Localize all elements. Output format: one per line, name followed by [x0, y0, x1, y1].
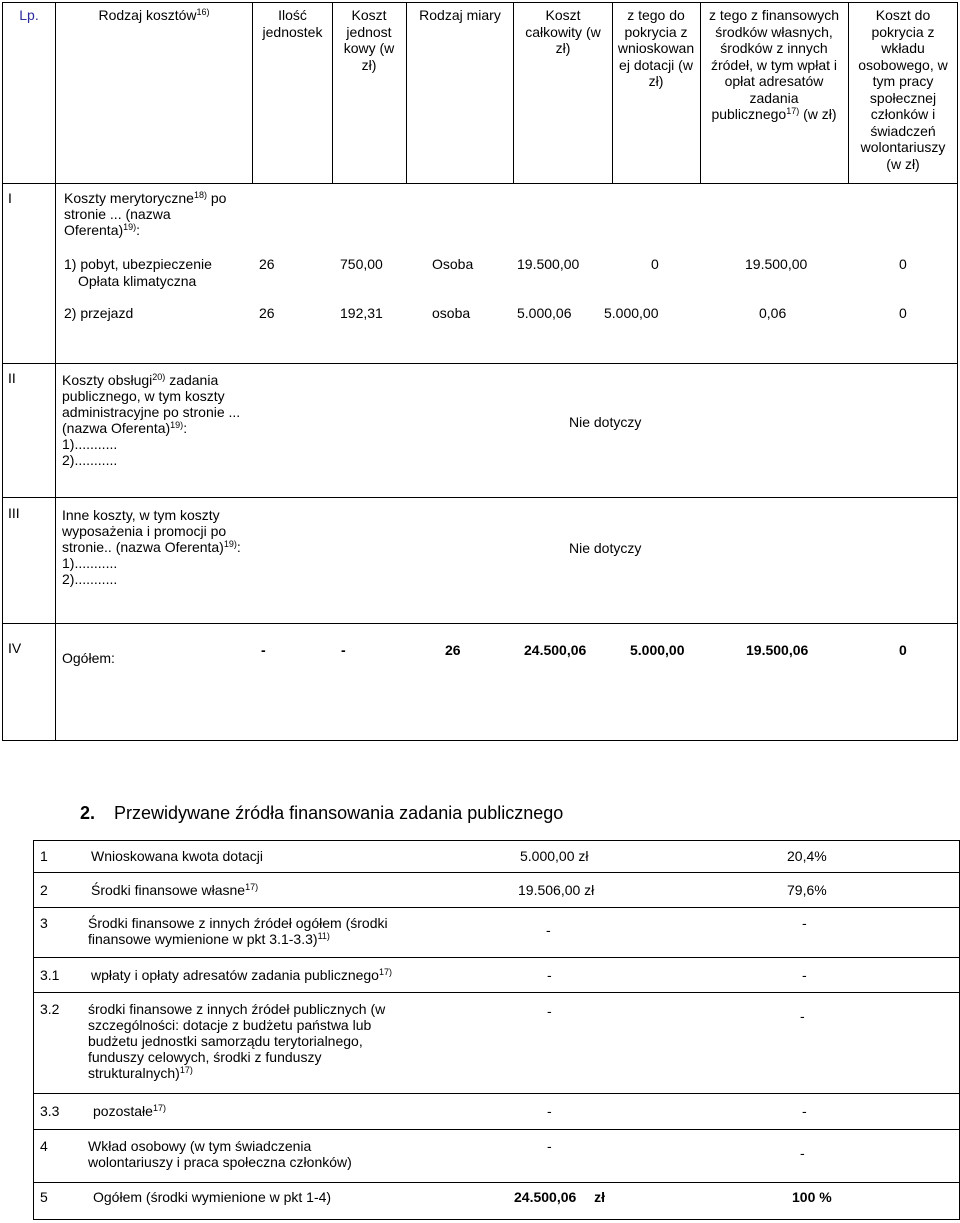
source-3-1-label: wpłaty i opłaty adresatów zadania publicznego$^{17)}$	[91, 967, 392, 983]
section-1-number: I	[8, 190, 12, 206]
source-5-amount: 24.500,06 zł	[514, 1189, 606, 1205]
row-1-name: 1) pobyt, ubezpieczenie	[64, 256, 212, 272]
row-1-personal: 0	[899, 256, 907, 272]
row-2-total: 5.000,06	[517, 305, 572, 321]
header-koszt-calkowity: Koszt całkowity (w zł)	[525, 7, 601, 56]
section-3-number: III	[8, 505, 20, 521]
header-osobowy: Koszt do pokrycia z wkładu osobowego, w tym pracy społecznej członków i świadczeń wolontariuszy (w zł)	[858, 7, 948, 172]
row-2-unit-cost: 192,31	[340, 305, 383, 321]
source-2-amount: 19.506,00 zł	[518, 882, 595, 898]
source-1-num: 1	[40, 848, 48, 864]
row-2-own: 0,06	[759, 305, 787, 321]
source-3-percent: -	[802, 915, 807, 931]
section-4-number: IV	[8, 640, 22, 656]
row-1-grant: 0	[651, 256, 659, 272]
total-grant: 5.000,00	[630, 642, 685, 658]
total-amount: 24.500,06	[524, 642, 587, 658]
row-1-unit-cost: 750,00	[340, 256, 383, 272]
row-1-qty: 26	[259, 256, 275, 272]
header-rodzaj-miary: Rodzaj miary	[419, 7, 501, 23]
row-1-unit: Osoba	[432, 256, 474, 272]
source-3-2-amount: -	[547, 1003, 552, 1019]
header-rodzaj: Rodzaj kosztów$^{16)}$	[98, 7, 210, 23]
source-1-amount: 5.000,00 zł	[520, 848, 589, 864]
section-3-title: Inne koszty, w tym koszty wyposażenia i promocji po stronie.. (nazwa Oferenta)$^{19)}$: 1)........... 2)...........	[62, 507, 241, 587]
header-ilosc: Ilość jednostek	[262, 7, 323, 40]
source-1-percent: 20,4%	[787, 848, 827, 864]
row-1-total: 19.500,00	[517, 256, 580, 272]
section-2-note: Nie dotyczy	[569, 414, 642, 430]
source-2-num: 2	[40, 882, 48, 898]
source-3-3-num: 3.3	[40, 1103, 60, 1119]
source-2-percent: 79,6%	[787, 882, 827, 898]
source-3-3-label: pozostałe$^{17)}$	[93, 1103, 166, 1119]
row-1-subname: Opłata klimatyczna	[78, 273, 197, 289]
header-koszt-jednostkowy: Koszt jednost kowy (w zł)	[343, 7, 395, 73]
total-own: 19.500,06	[746, 642, 809, 658]
total-label: Ogółem:	[62, 650, 115, 666]
header-lp: Lp.	[19, 7, 39, 23]
total-personal: 0	[899, 642, 907, 658]
sources-heading: 2. Przewidywane źródła finansowania zadania publicznego	[80, 803, 564, 823]
source-3-2-percent: -	[800, 1008, 805, 1024]
source-4-label: Wkład osobowy (w tym świadczenia wolontariuszy i praca społeczna członków)	[88, 1138, 352, 1170]
source-5-percent: 100 %	[792, 1189, 832, 1205]
section-1-title: Koszty merytoryczne$^{18)}$ po stronie ... (nazwa Oferenta)$^{19)}$:	[64, 190, 227, 238]
source-3-3-percent: -	[802, 1103, 807, 1119]
source-4-num: 4	[40, 1138, 48, 1154]
source-3-1-num: 3.1	[40, 967, 60, 983]
section-2-title: Koszty obsługi$^{20)}$ zadania publicznego, w tym koszty administracyjne po stronie ... (nazwa Oferenta)$^{19)}$: 1)........... 2)...........	[62, 372, 241, 468]
row-2-qty: 26	[259, 305, 275, 321]
source-3-2-num: 3.2	[40, 1001, 60, 1017]
source-5-num: 5	[40, 1189, 48, 1205]
source-3-num: 3	[40, 915, 48, 931]
source-4-percent: -	[800, 1145, 805, 1161]
row-1-own: 19.500,00	[745, 256, 808, 272]
source-3-2-label: środki finansowe z innych źródeł publicznych (w szczególności: dotacje z budżetu państwa lub budżetu jednostki samorządu terytorialnego, funduszy celowych, środki z funduszy strukturalnych)$^{17)}$	[88, 1001, 386, 1081]
total-dash-1: -	[261, 642, 266, 658]
source-3-1-amount: -	[547, 967, 552, 983]
source-4-amount: -	[547, 1138, 552, 1154]
source-3-amount: -	[546, 922, 551, 938]
source-3-1-percent: -	[802, 967, 807, 983]
source-3-label: Środki finansowe z innych źródeł ogółem (środki finansowe wymienione w pkt 3.1-3.3)$^{11)}$	[88, 915, 388, 947]
source-5-label: Ogółem (środki wymienione w pkt 1-4)	[93, 1189, 332, 1205]
source-2-label: Środki finansowe własne$^{17)}$	[91, 882, 259, 898]
row-2-grant: 5.000,00	[604, 305, 659, 321]
total-qty: 26	[445, 642, 461, 658]
total-dash-2: -	[341, 642, 346, 658]
section-3-note: Nie dotyczy	[569, 540, 642, 556]
section-2-number: II	[8, 370, 16, 386]
source-1-label: Wnioskowana kwota dotacji	[91, 848, 263, 864]
row-2-personal: 0	[899, 305, 907, 321]
header-z-wlasnych: z tego z finansowych środków własnych, środków z innych źródeł, w tym wpłat i opłat adresatów zadania publicznego$^{17)}$ (w zł)	[709, 7, 839, 122]
source-3-3-amount: -	[547, 1103, 552, 1119]
header-z-dotacji: z tego do pokrycia z wnioskowan ej dotacji (w zł)	[617, 7, 695, 89]
row-2-unit: osoba	[432, 305, 471, 321]
row-2-name: 2) przejazd	[64, 305, 134, 321]
